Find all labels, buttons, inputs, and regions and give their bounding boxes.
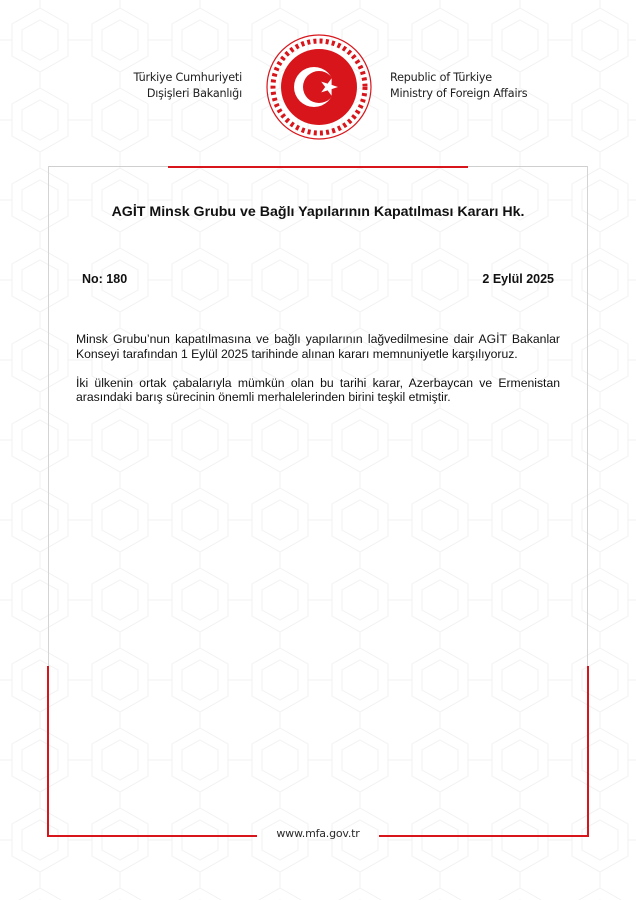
document-title: AGİT Minsk Grubu ve Bağlı Yapılarının Kapatılması Kararı Hk. [111,204,525,220]
ministry-seal-icon [264,32,374,142]
website-link[interactable]: www.mfa.gov.tr [276,827,360,840]
frame-top-left-line [48,166,168,167]
ministry-name-english [390,70,527,102]
document-body [76,332,560,420]
ministry-name-turkish-line1: Türkiye Cumhuriyeti [133,71,242,84]
frame-left-line [48,166,49,666]
ministry-name-english-line2: Ministry of Foreign Affairs [390,87,528,100]
ministry-name-english-line1: Republic of Türkiye [390,71,492,84]
document-number: No: 180 [82,272,128,286]
paragraph: İki ülkenin ortak çabalarıyla mümkün olan bu tarihi karar, Azerbaycan ve Ermenistan arasındaki barış sürecinin önemli merhalelerinden birini teşkil etmiştir. [76,375,560,405]
frame-top-red-line [168,166,468,168]
frame-right-line [587,166,588,666]
document-date: 2 Eylül 2025 [482,272,554,286]
ministry-name-turkish-line2: Dışişleri Bakanlığı [146,87,242,100]
ministry-name-turkish [133,70,242,102]
paragraph: Minsk Grubu’nun kapatılmasına ve bağlı yapılarının lağvedilmesine dair AGİT Bakanlar Konseyi tarafından 1 Eylül 2025 tarihinde alınan kararı memnuniyetle karşılıyoruz. [76,332,560,361]
frame-left-red-line [47,666,49,836]
frame-top-right-line [468,166,588,167]
frame-right-red-line [587,666,589,836]
